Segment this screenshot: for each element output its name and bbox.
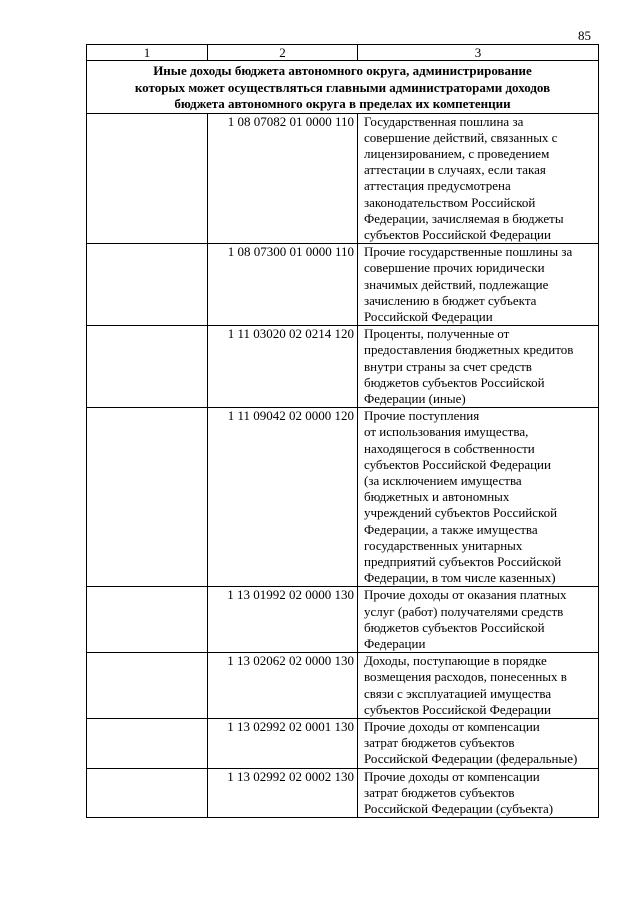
revenue-description-cell [358,768,599,818]
description-line: субъектов Российской Федерации [364,701,551,717]
column-number-2: 2 [208,45,358,61]
description-line: бюджетных и автономных [364,489,510,505]
description-line: Российской Федерации (субъекта) [364,801,554,817]
administrator-code-cell [87,719,208,769]
description-line: лицензированием, с проведением [364,145,550,161]
revenue-description-cell [358,326,599,408]
revenue-codes-table [86,44,599,818]
description-line: Федерации [364,636,426,651]
description-line: Федерации, в том числе казенных) [364,570,556,586]
description-line: затрат бюджетов субъектов [364,784,515,800]
revenue-code-cell: 1 13 02062 02 0000 130 [208,653,358,719]
description-line: Российской Федерации (федеральные) [364,751,578,767]
revenue-description-cell [358,653,599,719]
administrator-code-cell [87,326,208,408]
description-line: зачислению в бюджет субъекта [364,292,537,308]
section-title-line: бюджета автономного округа в пределах их компетенции [174,96,511,111]
revenue-code-cell: 1 13 02992 02 0001 130 [208,719,358,769]
description-line: Федерации (иные) [364,390,466,406]
section-title-line: которых может осуществляться главными администраторами доходов [134,79,551,95]
description-line: законодательством Российской [364,194,536,210]
description-line: субъектов Российской Федерации [364,456,551,472]
revenue-description-cell [358,113,599,244]
revenue-rows [87,113,599,818]
table-row [87,587,599,653]
section-title-row [87,61,599,114]
description-line: аттестации в случаях, если такая [364,162,546,178]
description-line: от использования имущества, [364,424,529,440]
table-row [87,768,599,818]
administrator-code-cell [87,113,208,244]
description-line: Прочие поступления [364,408,480,424]
description-line: Прочие доходы от компенсации [364,768,540,784]
column-number-row [87,45,599,61]
revenue-code-cell: 1 11 03020 02 0214 120 [208,326,358,408]
description-line: Доходы, поступающие в порядке [364,653,547,669]
description-line: государственных унитарных [364,537,523,553]
description-line: Федерации, зачисляемая в бюджеты [364,210,564,226]
column-number-1: 1 [87,45,208,61]
table-row [87,113,599,244]
administrator-code-cell [87,768,208,818]
description-line: Государственная пошлина за [364,113,524,129]
administrator-code-cell [87,408,208,587]
description-line: учреждений субъектов Российской [364,505,558,521]
revenue-code-cell: 1 13 01992 02 0000 130 [208,587,358,653]
description-line: Российской Федерации [364,308,493,324]
revenue-description-cell [358,719,599,769]
description-line: Прочие доходы от компенсации [364,719,540,735]
description-line: (за исключением имущества [364,472,522,488]
page-number: 85 [578,28,591,43]
table-row [87,244,599,326]
section-title-line: Иные доходы бюджета автономного округа, администрирование [153,63,532,78]
description-line: возмещения расходов, понесенных в [364,669,567,685]
description-line: затрат бюджетов субъектов [364,735,515,751]
description-line: услуг (работ) получателями средств [364,603,564,619]
table-row [87,408,599,587]
description-line: Прочие государственные пошлины за [364,244,573,260]
revenue-description-cell [358,408,599,587]
description-line: предприятий субъектов Российской [364,553,562,569]
description-line: субъектов Российской Федерации [364,226,551,242]
description-line: значимых действий, подлежащие [364,276,549,292]
description-line: бюджетов субъектов Российской [364,374,545,390]
table-row [87,326,599,408]
table-row [87,653,599,719]
revenue-code-cell: 1 08 07300 01 0000 110 [208,244,358,326]
section-title [87,61,599,114]
description-line: внутри страны за счет средств [364,358,532,374]
revenue-code-cell: 1 11 09042 02 0000 120 [208,408,358,587]
revenue-code-cell: 1 13 02992 02 0002 130 [208,768,358,818]
description-line: бюджетов субъектов Российской [364,619,545,635]
description-line: предоставления бюджетных кредитов [364,342,574,358]
administrator-code-cell [87,244,208,326]
description-line: совершение прочих юридически [364,260,545,276]
table-row [87,719,599,769]
revenue-code-cell: 1 08 07082 01 0000 110 [208,113,358,244]
column-number-3: 3 [358,45,599,61]
description-line: находящегося в собственности [364,440,535,456]
administrator-code-cell [87,587,208,653]
description-line: совершение действий, связанных с [364,129,558,145]
description-line: Проценты, полученные от [364,326,510,342]
administrator-code-cell [87,653,208,719]
revenue-description-cell [358,587,599,653]
description-line: аттестация предусмотрена [364,178,511,194]
description-line: Прочие доходы от оказания платных [364,587,567,603]
revenue-description-cell [358,244,599,326]
description-line: связи с эксплуатацией имущества [364,685,552,701]
description-line: Федерации, а также имущества [364,521,538,537]
